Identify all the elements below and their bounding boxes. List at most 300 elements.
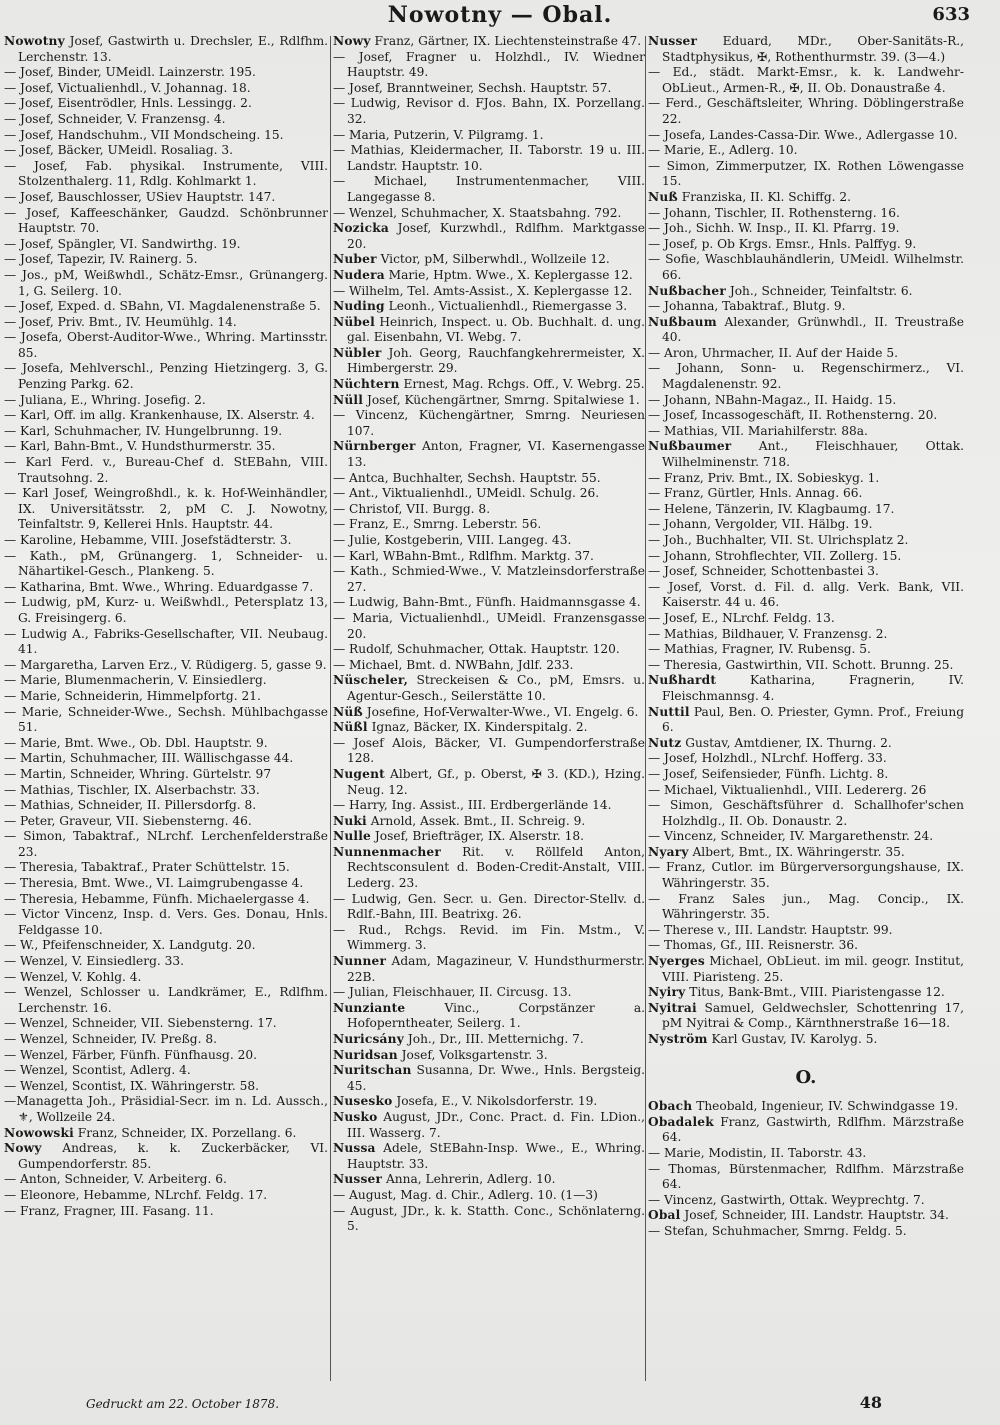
column-2 (333, 34, 645, 1384)
directory-entry (4, 689, 328, 705)
surname: Nuß (648, 189, 678, 204)
directory-entry (4, 1172, 328, 1188)
entry-details: — Vincenz, Küchengärtner, Smrng. Neuriesen 107. (333, 408, 645, 438)
entry-details: Gustav, Amtdiener, IX. Thurng. 2. (685, 735, 892, 750)
directory-entry (333, 268, 645, 284)
directory-entry (4, 595, 328, 626)
entry-details: — Josef, Schneider, V. Franzensg. 4. (4, 111, 226, 126)
surname: Nuber (333, 252, 377, 267)
directory-entry (4, 860, 328, 876)
surname: Nübler (333, 345, 382, 360)
directory-entry (4, 705, 328, 736)
surname: Nusesko (333, 1094, 393, 1109)
entry-details: — Ludwig, Revisor d. FJos. Bahn, IX. Porzellang. 32. (333, 96, 645, 126)
directory-entry (648, 767, 964, 783)
entry-details: Joh. Georg, Rauchfangkehrermeister, X. Himbergerstr. 29. (347, 345, 645, 376)
entry-details: — Aron, Uhrmacher, II. Auf der Haide 5. (648, 345, 898, 360)
directory-entry (4, 315, 328, 331)
entry-details: — Josef, Priv. Bmt., IV. Heumühlg. 14. (4, 314, 237, 329)
surname: Nyary (648, 844, 689, 859)
directory-entry (4, 1141, 328, 1172)
entry-details: Joh., Dr., III. Metternichg. 7. (407, 1032, 584, 1046)
directory-entry (648, 143, 964, 159)
directory-entry (648, 1193, 964, 1209)
entry-details: — Johann, Vergolder, VII. Hälbg. 19. (648, 517, 873, 532)
entry-details: — Josefa, Mehlverschl., Penzing Hietzingerg. 3, G. Penzing Parkg. 62. (4, 361, 328, 392)
surname: Nuki (333, 813, 367, 828)
directory-entry (648, 954, 964, 985)
directory-entry (4, 1126, 328, 1142)
directory-entry (333, 595, 645, 611)
directory-entry (4, 1204, 328, 1220)
entry-details: — Marie, Schneider-Wwe., Sechsh. Mühlbachgasse 51. (4, 704, 328, 735)
entry-details: — Josef, Vorst. d. Fil. d. allg. Verk. Bank, VII. Kaiserstr. 44 u. 46. (648, 579, 964, 610)
directory-entry (333, 34, 645, 50)
directory-entry (333, 767, 645, 798)
directory-entry (333, 845, 645, 892)
directory-entry (333, 143, 645, 174)
entry-details: — Josef, Tapezir, IV. Rainerg. 5. (4, 252, 198, 267)
directory-entry (4, 439, 328, 455)
directory-entry (333, 502, 645, 518)
directory-entry (4, 299, 328, 315)
entry-details: — Josef, Bauschlosser, USiev Hauptstr. 147. (4, 189, 276, 204)
entry-details: — Ludwig, Gen. Secr. u. Gen. Director-Stellv. d. Rdlf.-Bahn, III. Beatrixg. 26. (333, 891, 645, 922)
entry-details: — Josef Alois, Bäcker, VI. Gumpendorferstraße 128. (333, 735, 645, 766)
column-divider (645, 36, 646, 1381)
entry-details: — Karl, Schuhmacher, IV. Hungelbrunng. 19. (4, 423, 283, 438)
directory-entry (333, 50, 645, 81)
entry-details: — Simon, Geschäftsführer d. Schallhofer'schen Holzhdlg., II. Ob. Donaustr. 2. (648, 798, 964, 828)
directory-entry (4, 206, 328, 237)
entry-details: — Marie, Bmt. Wwe., Ob. Dbl. Hauptstr. 9. (4, 735, 268, 750)
directory-entry (333, 299, 645, 315)
entry-details: Paul, Ben. O. Priester, Gymn. Prof., Freiung 6. (662, 704, 964, 735)
directory-entry (648, 923, 964, 939)
directory-entry (648, 237, 964, 253)
entry-details: — Rudolf, Schuhmacher, Ottak. Hauptstr. 120. (333, 642, 620, 657)
directory-entry (333, 517, 645, 533)
entry-details: Franz, Schneider, IX. Porzellang. 6. (77, 1125, 297, 1140)
directory-entry (648, 361, 964, 392)
entry-details: — Julian, Fleischhauer, II. Circusg. 13. (333, 985, 572, 1000)
entry-details: — Theresia, Gastwirthin, VII. Schott. Brunng. 25. (648, 657, 954, 672)
directory-entry (4, 658, 328, 674)
directory-entry (4, 424, 328, 440)
entry-details: — Josef, Handschuhm., VII Mondscheing. 15. (4, 127, 284, 142)
entry-details: Anton, Fragner, VI. Kasernengasse 13. (347, 439, 645, 470)
entry-details: — Martin, Schuhmacher, III. Wällischgasse 44. (4, 751, 294, 766)
directory-entry (333, 549, 645, 565)
directory-entry (648, 798, 964, 829)
surname: Nuding (333, 299, 385, 314)
directory-entry (333, 564, 645, 595)
surname: Nyitrai (648, 1000, 697, 1015)
directory-entry (4, 1016, 328, 1032)
directory-entry (4, 892, 328, 908)
surname: Obadalek (648, 1114, 714, 1129)
directory-entry (648, 705, 964, 736)
entry-details: — Mathias, Schneider, II. Pillersdorfg. 8. (4, 798, 257, 813)
entry-details: Theobald, Ingenieur, IV. Schwindgasse 19. (696, 1099, 959, 1114)
directory-entry (333, 1048, 645, 1064)
surname: Nüßl (333, 720, 368, 735)
entry-details: Josef, Volksgartenstr. 3. (401, 1047, 548, 1062)
surname: Obal (648, 1208, 681, 1223)
directory-entry (4, 237, 328, 253)
entry-details: Andreas, k. k. Zuckerbäcker, VI. Gumpendorferstr. 85. (18, 1141, 328, 1171)
directory-entry (648, 299, 964, 315)
entry-details: Franziska, II. Kl. Schiffg. 2. (681, 189, 852, 204)
directory-entry (333, 206, 645, 222)
entry-details: — Julie, Kostgeberin, VIII. Langeg. 43. (333, 533, 572, 547)
directory-entry (648, 751, 964, 767)
entry-details: — Joh., Buchhalter, VII. St. Ulrichsplatz 2. (648, 533, 909, 547)
entry-details: — Karl, Off. im allg. Krankenhause, IX. Alserstr. 4. (4, 408, 315, 423)
entry-details: — Wenzel, V. Kohlg. 4. (4, 969, 142, 984)
directory-entry (648, 206, 964, 222)
column-divider (330, 36, 331, 1381)
surname: Nowowski (4, 1125, 74, 1140)
directory-entry (333, 471, 645, 487)
surname: Nusser (648, 34, 698, 48)
entry-details: — Franz, Fragner, III. Fasang. 11. (4, 1203, 214, 1218)
directory-entry (333, 439, 645, 470)
entry-details: — Simon, Zimmerputzer, IX. Rothen Löwengasse 15. (648, 158, 964, 189)
directory-entry (4, 1063, 328, 1079)
directory-entry (333, 174, 645, 205)
entry-details: — Josef, Eisentrödler, Hnls. Lessingg. 2. (4, 96, 252, 111)
entry-details: — Marie, Schneiderin, Himmelpfortg. 21. (4, 688, 261, 703)
entry-details: — Maria, Putzerin, V. Pilgramg. 1. (333, 127, 544, 142)
entry-details: — Kath., pM, Grünangerg. 1, Schneider- u. Nähartikel-Gesch., Plankeng. 5. (4, 548, 328, 579)
entry-details: — Karl, WBahn-Bmt., Rdlfhm. Marktg. 37. (333, 548, 594, 563)
entry-details: — Thomas, Bürstenmacher, Rdlfhm. Märzstraße 64. (648, 1161, 964, 1192)
entry-details: — Franz, Gürtler, Hnls. Annag. 66. (648, 486, 863, 501)
entry-details: Katharina, Fragnerin, IV. Fleischmannsg. 4. (662, 673, 964, 703)
entry-details: — Martin, Schneider, Whring. Gürtelstr. 97 (4, 766, 272, 781)
surname: Nübel (333, 314, 375, 329)
surname: Nüß (333, 704, 363, 719)
directory-entry (648, 1032, 964, 1048)
entry-details: — Peter, Graveur, VII. Siebensterng. 46. (4, 813, 252, 828)
entry-details: Josefine, Hof-Verwalter-Wwe., VI. Engelg. 6. (366, 704, 639, 719)
entry-details: — Maria, Victualienhdl., UMeidl. Franzensgasse 20. (333, 610, 645, 641)
entry-details: — Theresia, Bmt. Wwe., VI. Laimgrubengasse 4. (4, 876, 304, 891)
directory-entry (4, 1079, 328, 1095)
directory-entry (4, 143, 328, 159)
entry-details: — Mathias, Bildhauer, V. Franzensg. 2. (648, 626, 888, 641)
column-1 (4, 34, 328, 1384)
directory-entry (648, 65, 964, 96)
surname: Obach (648, 1099, 693, 1114)
directory-entry (4, 533, 328, 549)
directory-entry (333, 1063, 645, 1094)
print-date: Gedruckt am 22. October 1878. (86, 1397, 280, 1411)
directory-entry (4, 361, 328, 392)
directory-entry (648, 517, 964, 533)
entry-details: — Wenzel, Scontist, IX. Währingerstr. 58. (4, 1078, 259, 1093)
directory-entry (648, 783, 964, 799)
section-letter: O. (795, 1066, 817, 1088)
entry-details: — Ludwig, pM, Kurz- u. Weißwhdl., Petersplatz 13, G. Freisingerg. 6. (4, 595, 328, 625)
directory-entry (648, 580, 964, 611)
surname: Nunnenmacher (333, 844, 441, 859)
surname: Nußbacher (648, 283, 726, 298)
surname: Nuridsan (333, 1047, 398, 1062)
directory-entry (333, 1094, 645, 1110)
surname: Nussa (333, 1141, 376, 1156)
surname: Nüchtern (333, 377, 400, 392)
surname: Nunziante (333, 1000, 406, 1015)
entry-details: Streckeisen & Co., pM, Emsrs. u. Agentur-Gesch., Seilerstätte 10. (347, 673, 645, 703)
entry-details: — Vincenz, Schneider, IV. Margarethenstr. 24. (648, 829, 934, 844)
directory-entry (648, 736, 964, 752)
directory-entry (648, 424, 964, 440)
directory-entry (4, 876, 328, 892)
surname: Nowy (4, 1141, 42, 1156)
surname: Nuricsány (333, 1032, 404, 1046)
directory-entry (648, 315, 964, 346)
directory-entry (4, 673, 328, 689)
directory-entry (4, 814, 328, 830)
entry-details: — Josef, Schneider, Schottenbastei 3. (648, 564, 879, 579)
directory-entry (648, 1115, 964, 1146)
surname: Nuritschan (333, 1063, 412, 1078)
directory-entry (648, 892, 964, 923)
entry-details: — W., Pfeifenschneider, X. Landgutg. 20. (4, 938, 256, 953)
entry-details: — Theresia, Tabaktraf., Prater Schüttelstr. 15. (4, 860, 290, 875)
entry-details: Josef, Briefträger, IX. Alserstr. 18. (374, 829, 585, 844)
surname: Nußhardt (648, 673, 717, 688)
surname: Nuttil (648, 704, 690, 719)
directory-entry (648, 471, 964, 487)
entry-details: — Karoline, Hebamme, VIII. Josefstädterstr. 3. (4, 533, 292, 547)
directory-entry (648, 284, 964, 300)
entry-details: — Josef, Holzhdl., NLrchf. Hofferg. 33. (648, 751, 887, 766)
entry-details: — August, Mag. d. Chir., Adlerg. 10. (1—3) (333, 1187, 598, 1202)
directory-entry (648, 860, 964, 891)
directory-entry (333, 377, 645, 393)
directory-entry (4, 81, 328, 97)
directory-entry (4, 736, 328, 752)
directory-entry (4, 783, 328, 799)
entry-details: — Katharina, Bmt. Wwe., Whring. Eduardgasse 7. (4, 579, 314, 594)
entry-details: — Wenzel, Schneider, IV. Preßg. 8. (4, 1032, 217, 1046)
directory-entry (4, 767, 328, 783)
directory-entry (333, 892, 645, 923)
directory-entry (333, 611, 645, 642)
entry-details: Titus, Bank-Bmt., VIII. Piaristengasse 12. (689, 985, 945, 1000)
page-number: 633 (932, 4, 970, 25)
directory-entry (333, 1204, 645, 1235)
directory-entry (333, 798, 645, 814)
directory-entry (4, 549, 328, 580)
surname: Nozicka (333, 221, 389, 236)
entry-details: — Simon, Tabaktraf., NLrchf. Lerchenfelderstraße 23. (4, 829, 328, 859)
directory-entry (648, 128, 964, 144)
entry-details: Albert, Gf., p. Oberst, ✠ 3. (KD.), Hzing. Neug. 12. (347, 766, 645, 797)
entry-details: Adam, Magazineur, V. Hundsthurmerstr. 22B. (347, 954, 645, 984)
entry-details: — Josef, Seifensieder, Fünfh. Lichtg. 8. (648, 766, 889, 781)
directory-entry (4, 252, 328, 268)
entry-details: Alexander, Grünwhdl., II. Treustraße 40. (662, 314, 964, 345)
directory-entry (4, 190, 328, 206)
entry-details: — Therese v., III. Landstr. Hauptstr. 99. (648, 922, 893, 937)
directory-entry (4, 65, 328, 81)
entry-details: — Michael, Instrumentenmacher, VIII. Langegasse 8. (333, 174, 645, 204)
entry-details: — Michael, Bmt. d. NWBahn, Jdlf. 233. (333, 657, 574, 672)
entry-details: — Thomas, Gf., III. Reisnerstr. 36. (648, 938, 859, 953)
directory-entry (648, 985, 964, 1001)
directory-entry (4, 455, 328, 486)
entry-details: — Ludwig A., Fabriks-Gesellschafter, VII. Neubaug. 41. (4, 626, 328, 657)
directory-entry (648, 393, 964, 409)
entry-details: — Michael, Viktualienhdl., VIII. Ledererg. 26 (648, 782, 927, 797)
directory-entry (4, 408, 328, 424)
directory-entry (333, 736, 645, 767)
surname: Nulle (333, 829, 372, 844)
entry-details: August, JDr., Conc. Pract. d. Fin. LDion., III. Wasserg. 7. (347, 1109, 645, 1140)
entry-details: Ernest, Mag. Rchgs. Off., V. Webrg. 25. (403, 377, 645, 392)
entry-details: — Johanna, Tabaktraf., Blutg. 9. (648, 299, 846, 314)
directory-entry (4, 393, 328, 409)
surname: Nußbaumer (648, 439, 732, 454)
directory-entry (4, 330, 328, 361)
directory-entry (333, 346, 645, 377)
sheet-number: 48 (859, 1393, 882, 1412)
entry-details: — Josef, Branntweiner, Sechsh. Hauptstr. 57. (333, 80, 612, 95)
directory-entry (648, 829, 964, 845)
entry-details: — Johann, Tischler, II. Rothensterng. 16. (648, 205, 900, 220)
entry-details: — Helene, Tänzerin, IV. Klagbaumg. 17. (648, 501, 895, 516)
directory-entry (333, 96, 645, 127)
directory-entry (333, 81, 645, 97)
entry-details: — Johann, Sonn- u. Regenschirmerz., VI. Magdalenenstr. 92. (648, 361, 964, 392)
directory-entry (333, 673, 645, 704)
entry-details: Rit. v. Röllfeld Anton, Rechtsconsulent d. Boden-Credit-Anstalt, VIII. Lederg. 23. (347, 844, 645, 891)
entry-details: — Wenzel, Schlosser u. Landkrämer, E., Rdlfhm. Lerchenstr. 16. (4, 985, 328, 1015)
entry-details: — Josef, Victualienhdl., V. Johannag. 18. (4, 80, 251, 95)
directory-entry (4, 96, 328, 112)
page-footer (0, 1393, 1000, 1415)
entry-details: — Josef, Exped. d. SBahn, VI. Magdalenenstraße 5. (4, 299, 321, 314)
entry-details: — Kath., Schmied-Wwe., V. Matzleinsdorferstraße 27. (333, 564, 645, 594)
entry-details: Leonh., Victualienhdl., Riemergasse 3. (388, 299, 628, 314)
entry-details: — Mathias, VII. Mariahilferstr. 88a. (648, 423, 868, 438)
directory-entry (648, 1162, 964, 1193)
directory-entry (4, 627, 328, 658)
entry-details: — Josef, Spängler, VI. Sandwirthg. 19. (4, 236, 241, 251)
entry-details: — Josefa, Landes-Cassa-Dir. Wwe., Adlergasse 10. (648, 127, 958, 142)
entry-details: — Josef, E., NLrchf. Feldg. 13. (648, 610, 835, 625)
directory-entry (648, 190, 964, 206)
entry-details: — Karl Josef, Weingroßhdl., k. k. Hof-Weinhändler, IX. Universitätsstr. 2, pM C. J. Nowotny, Teinfaltstr. 9, Kellerei Hnls. Hauptstr. 44. (4, 486, 328, 532)
surname: Nüll (333, 392, 364, 407)
surname: Nowy (333, 34, 371, 48)
surname: Nyiry (648, 985, 686, 1000)
entry-details: — Ferd., Geschäftsleiter, Whring. Döblingerstraße 22. (648, 96, 964, 126)
entry-details: Samuel, Geldwechsler, Schottenring 17, pM Nyitrai & Comp., Kärnthnerstraße 16—18. (662, 1000, 964, 1031)
directory-entry (648, 627, 964, 643)
directory-entry (648, 533, 964, 549)
entry-details: — Wenzel, V. Einsiedlerg. 33. (4, 954, 185, 969)
surname: Nusko (333, 1109, 378, 1124)
entry-details: Karl Gustav, IV. Karolyg. 5. (711, 1032, 878, 1046)
entry-details: — Wenzel, Schneider, VII. Siebensterng. 17. (4, 1016, 277, 1031)
directory-entry (648, 611, 964, 627)
directory-entry (333, 829, 645, 845)
entry-details: — Wenzel, Scontist, Adlerg. 4. (4, 1063, 191, 1078)
entry-details: — Rud., Rchgs. Revid. im Fin. Mstm., V. Wimmerg. 3. (333, 922, 645, 953)
directory-entry (333, 315, 645, 346)
entry-details: — Ed., städt. Markt-Emsr., k. k. Landwehr-ObLieut., Armen-R., ✠, II. Ob. Donaustraße 4. (648, 65, 964, 95)
directory-entry (333, 1001, 645, 1032)
entry-details: —Managetta Joh., Präsidial-Secr. im n. Ld. Aussch., ⚜, Wollzeile 24. (4, 1094, 328, 1124)
directory-entry (648, 408, 964, 424)
entry-details: Josef, Gastwirth u. Drechsler, E., Rdlfhm. Lerchenstr. 13. (18, 34, 328, 64)
directory-entry (333, 486, 645, 502)
entry-details: Adele, StEBahn-Insp. Wwe., E., Whring. Hauptstr. 33. (347, 1141, 645, 1171)
directory-entry (4, 268, 328, 299)
directory-entry (333, 954, 645, 985)
directory-entry (4, 159, 328, 190)
directory-entry (4, 580, 328, 596)
entry-details: — Wilhelm, Tel. Amts-Assist., X. Keplergasse 12. (333, 283, 633, 298)
directory-entry (648, 439, 964, 470)
directory-entry (648, 96, 964, 127)
directory-entry (333, 393, 645, 409)
entry-details: — Johann, NBahn-Magaz., II. Haidg. 15. (648, 392, 897, 407)
entry-details: Anna, Lehrerin, Adlerg. 10. (385, 1172, 556, 1187)
surname: Nüscheler, (333, 673, 409, 688)
directory-entry (333, 985, 645, 1001)
entry-details: — Wenzel, Schuhmacher, X. Staatsbahng. 792. (333, 205, 622, 220)
surname: Nyerges (648, 954, 705, 969)
directory-entry (4, 486, 328, 533)
entry-details: Susanna, Dr. Wwe., Hnls. Bergsteig. 45. (347, 1063, 645, 1093)
directory-entry (333, 1188, 645, 1204)
entry-details: — Karl, Bahn-Bmt., V. Hundsthurmerstr. 35. (4, 439, 276, 454)
surname: Nyström (648, 1032, 708, 1046)
entry-details: Franz, Gärtner, IX. Liechtensteinstraße 47. (374, 34, 642, 48)
entry-details: — Josef, p. Ob Krgs. Emsr., Hnls. Palffyg. 9. (648, 236, 917, 251)
directory-entry (4, 938, 328, 954)
directory-entry (333, 658, 645, 674)
entry-details: — Mathias, Fragner, IV. Rubensg. 5. (648, 642, 871, 657)
entry-details: — Mathias, Kleidermacher, II. Taborstr. 19 u. III. Landstr. Hauptstr. 10. (333, 143, 645, 173)
entry-details: Josef, Schneider, III. Landstr. Hauptstr. 34. (684, 1208, 949, 1223)
entry-details: — Stefan, Schuhmacher, Smrng. Feldg. 5. (648, 1223, 907, 1238)
entry-details: Franz, Gastwirth, Rdlfhm. Märzstraße 64. (662, 1114, 964, 1145)
directory-entry (4, 751, 328, 767)
entry-details: — Karl Ferd. v., Bureau-Chef d. StEBahn, VIII. Trautsohng. 2. (4, 455, 328, 485)
entry-details: — Eleonore, Hebamme, NLrchf. Feldg. 17. (4, 1187, 268, 1202)
directory-entry (648, 845, 964, 861)
entry-details: Vinc., Corpstänzer a. Hofoperntheater, Seilerg. 1. (347, 1000, 645, 1031)
entry-details: — Victor Vincenz, Insp. d. Vers. Ges. Donau, Hnls. Feldgasse 10. (4, 907, 328, 937)
directory-entry (4, 829, 328, 860)
directory-entry (333, 252, 645, 268)
entry-details: — Wenzel, Färber, Fünfh. Fünfhausg. 20. (4, 1047, 257, 1062)
entry-details: — Josefa, Oberst-Auditor-Wwe., Whring. Martinsstr. 85. (4, 330, 328, 360)
directory-entry (648, 549, 964, 565)
directory-entry (333, 128, 645, 144)
entry-details: Josef, Kurzwhdl., Rdlfhm. Marktgasse 20. (347, 221, 645, 251)
entry-details: Victor, pM, Silberwhdl., Wollzeile 12. (380, 252, 610, 267)
entry-details: — Josef, Fab. physikal. Instrumente, VIII. Stolzenthalerg. 11, Rdlg. Kohlmarkt 1. (4, 158, 328, 189)
entry-details: — Vincenz, Gastwirth, Ottak. Weyprechtg. 7. (648, 1192, 925, 1207)
